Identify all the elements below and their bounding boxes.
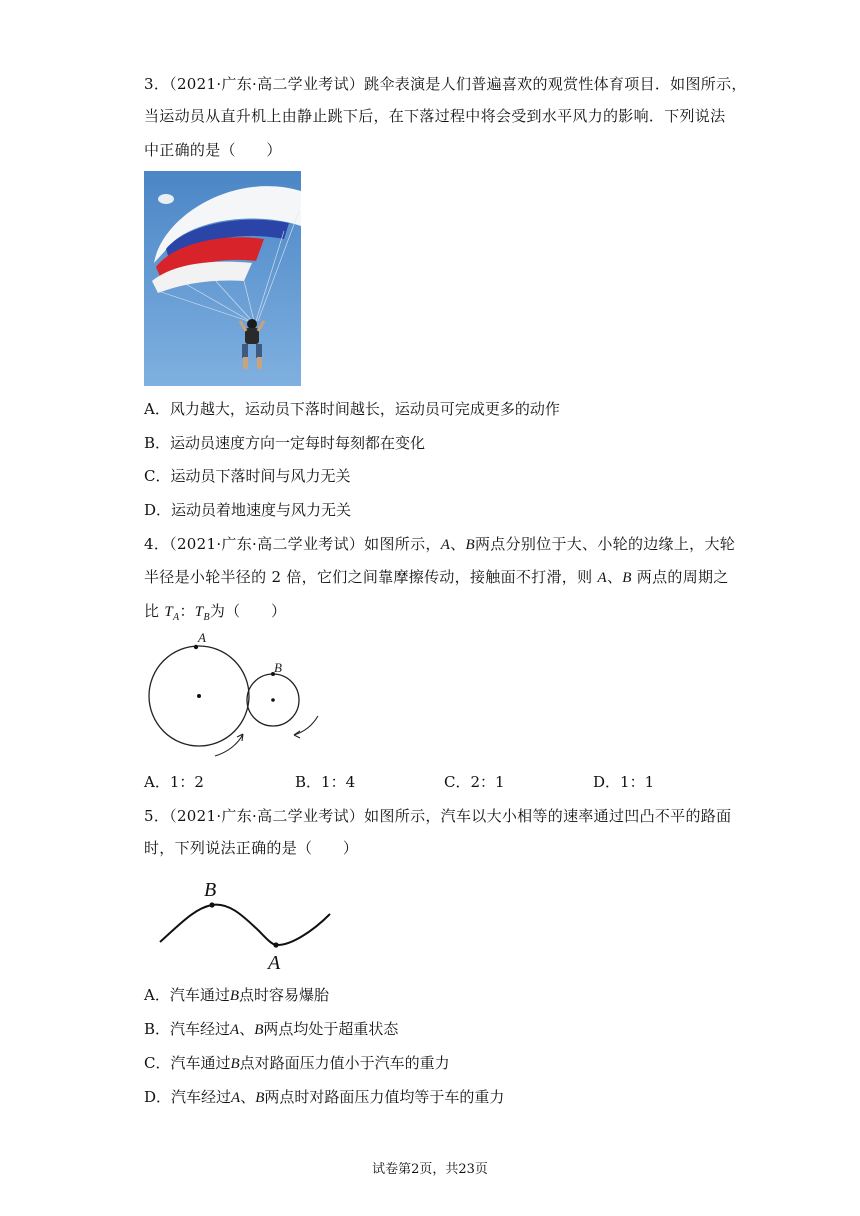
q3-text-1: 跳伞表演是人们普遍喜欢的观赏性体育项目．如图所示， xyxy=(364,75,747,93)
q3-option-d: D．运动员着地速度与风力无关 xyxy=(144,501,352,519)
q4-text-2a: 半径是小轮半径的 2 倍，它们之间靠摩擦传动，接触面不打滑，则 xyxy=(144,568,593,586)
q3-source: （2021·广东·高二学业考试） xyxy=(169,75,365,93)
q5-option-d: D．汽车经过A、B两点时对路面压力值均等于车的重力 xyxy=(144,1088,505,1106)
q5-line-2: 时，下列说法正确的是（ ） xyxy=(144,839,359,857)
q5-option-c: C．汽车通过B点对路面压力值小于汽车的重力 xyxy=(144,1054,450,1072)
point-a-dot xyxy=(273,942,278,947)
q4-line-1: 4．（2021·广东·高二学业考试）如图所示，A、B两点分别位于大、小轮的边缘上，大轮 xyxy=(144,535,736,553)
q5-a-point: B xyxy=(229,988,240,1004)
q4-text-2b: 两点的周期之 xyxy=(636,568,729,586)
q3-line-2: 当运动员从直升机上由静止跳下后，在下落过程中将会受到水平风力的影响．下列说法 xyxy=(144,107,726,125)
q4-text-3b: 为（ ） xyxy=(209,602,287,620)
large-wheel-arrow xyxy=(215,734,243,756)
wheels-figure xyxy=(140,630,340,765)
q4-point-a: A xyxy=(440,537,451,553)
q3-option-c: C．运动员下落时间与风力无关 xyxy=(144,467,351,485)
q4-colon: ： xyxy=(179,602,195,620)
large-wheel-center xyxy=(197,694,201,698)
label-b: B xyxy=(204,879,217,901)
q4-line-2 xyxy=(144,567,729,588)
q4-number: 4 xyxy=(144,535,154,553)
q3-option-a: A．风力越大，运动员下落时间越长，运动员可完成更多的动作 xyxy=(144,400,560,418)
q3-number: 3 xyxy=(144,75,154,93)
q4-tb: T xyxy=(194,604,204,620)
road-curve xyxy=(160,905,330,945)
q3-line-3: 中正确的是（ ） xyxy=(144,141,282,159)
q5-number: 5 xyxy=(144,807,154,825)
q4-ta-sub: A xyxy=(173,612,180,623)
label-a: A xyxy=(198,630,206,645)
q5-option-b: B．汽车经过A、B两点均处于超重状态 xyxy=(144,1020,399,1038)
parachute-photo xyxy=(144,171,301,386)
q4-text-1b: 两点分别位于大、小轮的边缘上，大轮 xyxy=(474,535,736,553)
q4-sep-2: 、 xyxy=(606,568,623,586)
q4-text-3a: 比 xyxy=(144,602,160,620)
q4-option-a: A．1：2 xyxy=(144,773,204,791)
q4-point-b-2: B xyxy=(622,570,632,586)
q4-option-b: B．1：4 xyxy=(295,773,356,791)
point-b-dot xyxy=(209,902,214,907)
q4-option-c: C．2：1 xyxy=(444,773,505,791)
q5-text-1: 如图所示，汽车以大小相等的速率通过凹凸不平的路面 xyxy=(364,807,732,825)
q5-option-a: A．汽车通过B点时容易爆胎 xyxy=(144,986,330,1004)
label-a: A xyxy=(268,952,281,974)
q5-line-1: 5．（2021·广东·高二学业考试）如图所示，汽车以大小相等的速率通过凹凸不平的路面 xyxy=(144,807,732,825)
page-footer: 试卷第2页，共23页 xyxy=(372,1162,488,1177)
q4-ta: T xyxy=(164,604,174,620)
q3-line-1: 3．（2021·广东·高二学业考试）跳伞表演是人们普遍喜欢的观赏性体育项目．如图所示， xyxy=(144,75,747,93)
small-wheel-center xyxy=(271,698,275,702)
q4-line-3 xyxy=(144,601,286,628)
q4-sep: 、 xyxy=(450,535,466,553)
q4-option-d: D．1：1 xyxy=(593,773,655,791)
point-a-dot xyxy=(194,645,198,649)
road-figure xyxy=(150,874,340,974)
q4-source: （2021·广东·高二学业考试） xyxy=(169,535,365,553)
q4-tb-sub: B xyxy=(203,612,210,623)
q4-point-a-2: A xyxy=(597,570,607,586)
q3-option-b: B．运动员速度方向一定每时每刻都在变化 xyxy=(144,434,426,452)
q4-point-b: B xyxy=(465,537,475,553)
q5-source: （2021·广东·高二学业考试） xyxy=(169,807,365,825)
q4-text-1a: 如图所示， xyxy=(364,535,441,553)
label-b: B xyxy=(274,660,282,675)
